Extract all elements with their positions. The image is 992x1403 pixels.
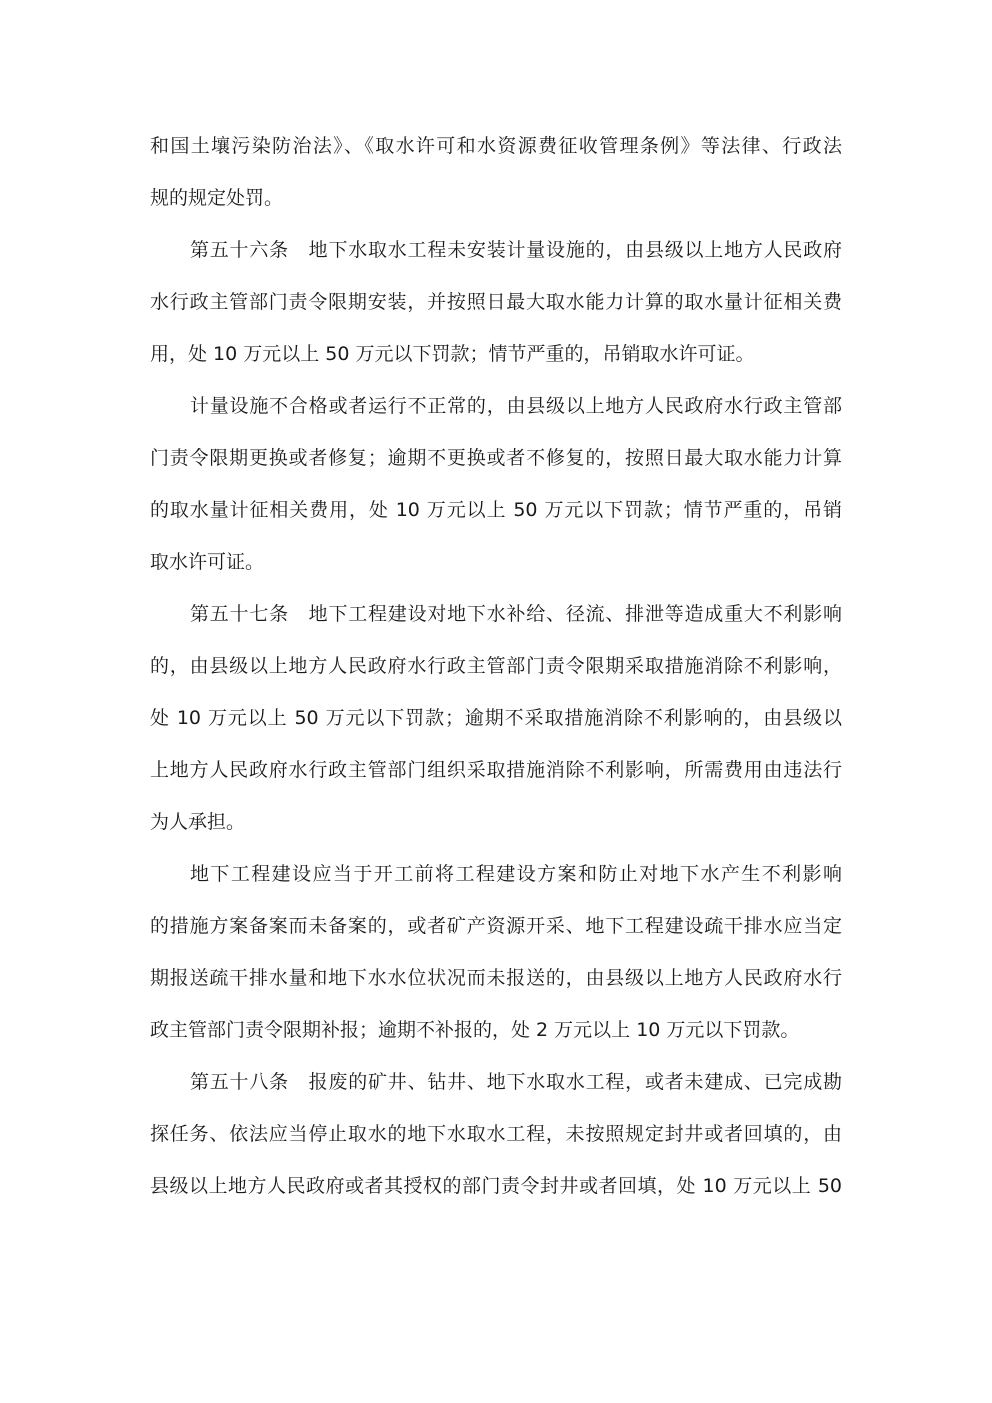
article-57-line: 的，由县级以上地方人民政府水行政主管部门责令限期采取措施消除不利影响，	[150, 655, 842, 677]
article-57-line: 第五十七条 地下工程建设对地下水补给、径流、排泄等造成重大不利影响	[190, 603, 842, 625]
paragraph-line: 期报送疏干排水量和地下水水位状况而未报送的，由县级以上地方人民政府水行	[150, 967, 842, 989]
paragraph-line: 政主管部门责令限期补报；逾期不补报的，处 2 万元以上 10 万元以下罚款。	[150, 1019, 800, 1041]
paragraph-line: 和国土壤污染防治法》、《取水许可和水资源费征收管理条例》等法律、行政法	[150, 135, 842, 157]
paragraph-line: 规的规定处罚。	[150, 187, 284, 209]
paragraph-line: 地下工程建设应当于开工前将工程建设方案和防止对地下水产生不利影响	[190, 863, 842, 885]
article-57-line: 上地方人民政府水行政主管部门组织采取措施消除不利影响，所需费用由违法行	[150, 759, 842, 781]
article-58-line: 县级以上地方人民政府或者其授权的部门责令封井或者回填，处 10 万元以上 50	[150, 1175, 842, 1197]
article-56-line: 水行政主管部门责令限期安装，并按照日最大取水能力计算的取水量计征相关费	[150, 291, 842, 313]
paragraph-line: 的措施方案备案而未备案的，或者矿产资源开采、地下工程建设疏干排水应当定	[150, 915, 842, 937]
paragraph-line: 计量设施不合格或者运行不正常的，由县级以上地方人民政府水行政主管部	[190, 395, 842, 417]
article-58-line: 第五十八条 报废的矿井、钻井、地下水取水工程，或者未建成、已完成勘	[190, 1071, 842, 1093]
paragraph-line: 的取水量计征相关费用，处 10 万元以上 50 万元以下罚款；情节严重的，吊销	[150, 499, 842, 521]
article-58-line: 探任务、依法应当停止取水的地下水取水工程，未按照规定封井或者回填的，由	[150, 1123, 842, 1145]
article-56-line: 第五十六条 地下水取水工程未安装计量设施的，由县级以上地方人民政府	[190, 239, 842, 261]
article-57-line: 处 10 万元以上 50 万元以下罚款；逾期不采取措施消除不利影响的，由县级以	[150, 707, 842, 729]
paragraph-line: 取水许可证。	[150, 551, 265, 573]
paragraph-line: 门责令限期更换或者修复；逾期不更换或者不修复的，按照日最大取水能力计算	[150, 447, 842, 469]
article-56-line: 用，处 10 万元以上 50 万元以下罚款；情节严重的，吊销取水许可证。	[150, 343, 755, 365]
article-57-line: 为人承担。	[150, 811, 246, 833]
